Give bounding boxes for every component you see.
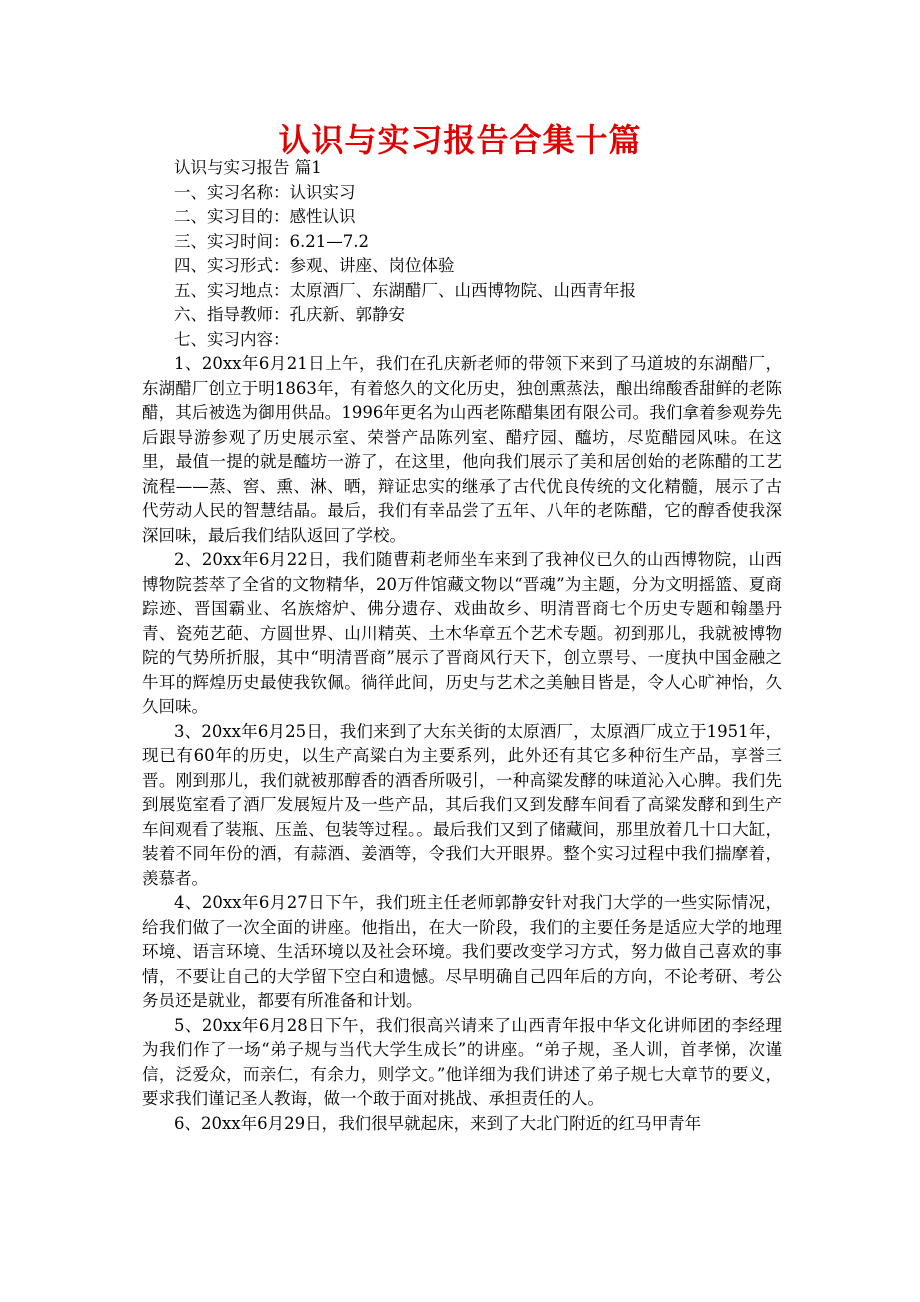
list-item: 五、实习地点：太原酒厂、东湖醋厂、山西博物院、山西青年报 xyxy=(174,280,636,300)
list-item: 四、实习形式：参观、讲座、岗位体验 xyxy=(174,256,455,275)
paragraph: 5、20xx年6月28日下午，我们很高兴请来了山西青年报中华文化讲师团的李经理为我们作了一场“弟子规与当代大学生成长”的讲座。“弟子规，圣人训，首孝悌，次谨信，泛爱众，而亲仁，有余力，则学文。”他详细为我们讲述了弟子规七大章节的要义，要求我们谨记圣人教诲，做一个敢于面对挑战、承担责任的人。 xyxy=(142,1015,782,1108)
list-item: 六、指导教师：孔庆新、郭静安 xyxy=(174,305,405,324)
document-title: 认识与实习报告合集十篇 xyxy=(278,121,642,159)
document-body xyxy=(142,156,782,1136)
paragraph: 2、20xx年6月22日，我们随曹莉老师坐车来到了我神仪已久的山西博物院，山西博物院荟萃了全省的文物精华，20万件馆藏文物以“晋魂”为主题，分为文明摇篮、夏商踪迹、晋国霸业、名族熔炉、佛分遗存、戏曲故乡、明清晋商七个历史专题和翰墨丹青、瓷苑艺葩、方圆世界、山川精英、土木华章五个艺术专题。初到那儿，我就被博物院的气势所折服，其中“明清晋商”展示了晋商风行天下，创立票号、一度执中国金融之牛耳的辉煌历史最使我钦佩。徜徉此间，历史与艺术之美触目皆是，令人心旷神怡，久久回味。 xyxy=(142,550,782,716)
list-item: 二、实习目的：感性认识 xyxy=(174,207,356,226)
paragraph: 1、20xx年6月21日上午，我们在孔庆新老师的带领下来到了马道坡的东湖醋厂，东湖醋厂创立于明1863年，有着悠久的文化历史，独创熏蒸法，酿出绵酸香甜鲜的老陈醋，其后被选为御用供品。1996年更名为山西老陈醋集团有限公司。我们拿着参观券先后跟导游参观了历史展示室、荣誉产品陈列室、醋疗园、醯坊，尽览醋园风味。在这里，最值一提的就是醯坊一游了，在这里，他向我们展示了美和居创始的老陈醋的工艺流程——蒸、窖、熏、淋、晒，辩证忠实的继承了古代优良传统的文化精髓，展示了古代劳动人民的智慧结晶。最后，我们有幸品尝了五年、八年的老陈醋，它的醇香使我深深回味，最后我们结队返回了学校。 xyxy=(142,354,782,545)
section-heading: 认识与实习报告 篇1 xyxy=(174,158,322,177)
paragraph: 3、20xx年6月25日，我们来到了大东关街的太原酒厂，太原酒厂成立于1951年，现已有60年的历史，以生产高粱白为主要系列，此外还有其它多种衍生产品，享誉三晋。刚到那儿，我们就被那醇香的酒香所吸引，一种高粱发酵的味道沁入心脾。我们先到展览室看了酒厂发展短片及一些产品，其后我们又到发酵车间看了高粱发酵和到生产车间观看了装瓶、压盖、包装等过程。。最后我们又到了储藏间，那里放着几十口大缸，装着不同年份的酒，有蒜酒、姜酒等，令我们大开眼界。整个实习过程中我们揣摩着，羡慕者。 xyxy=(142,721,782,888)
paragraph: 6、20xx年6月29日，我们很早就起床，来到了大北门附近的红马甲青年 xyxy=(174,1113,702,1133)
list-item: 一、实习名称：认识实习 xyxy=(174,182,356,202)
list-item: 三、实习时间：6.21—7.2 xyxy=(174,231,369,251)
list-item: 七、实习内容： xyxy=(174,329,290,349)
paragraph: 4、20xx年6月27日下午，我们班主任老师郭静安针对我门大学的一些实际情况，给我们做了一次全面的讲座。他指出，在大一阶段，我们的主要任务是适应大学的地理环境、语言环境、生活环境以及社会环境。我们要改变学习方式，努力做自己喜欢的事情，不要让自己的大学留下空白和遗憾。尽早明确自己四年后的方向，不论考研、考公务员还是就业，都要有所准备和计划。 xyxy=(142,893,782,1010)
